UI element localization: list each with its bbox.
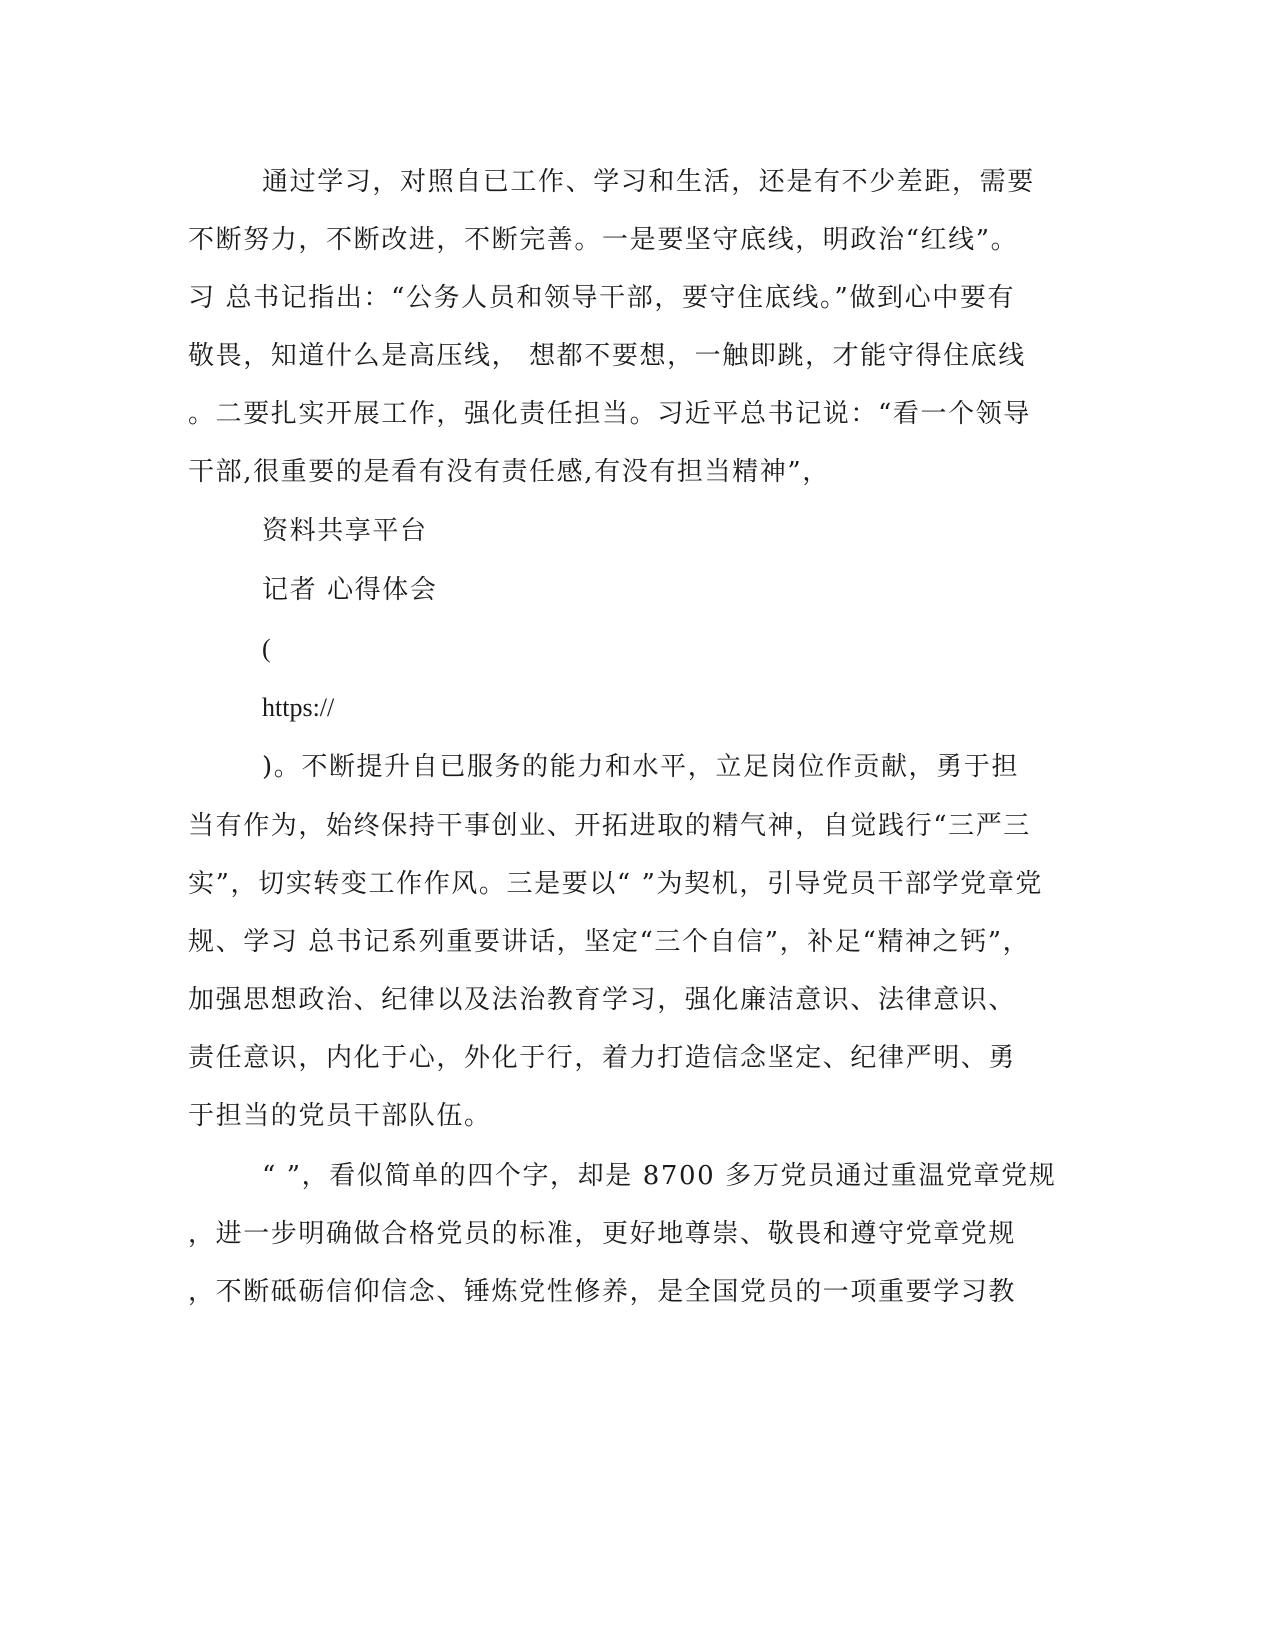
text-line: ( — [262, 634, 271, 663]
text-line: 通过学习，对照自已工作、学习和生活，还是有不少差距，需要 — [262, 167, 1035, 197]
text-line: 资料共享平台 — [262, 516, 428, 546]
text-line: 干部,很重要的是看有没有责任感,有没有担当精神”， — [188, 457, 830, 487]
text-line: 记者 心得体会 — [262, 575, 438, 605]
text-line: 实”，切实转变工作作风。三是要以“ ”为契机，引导党员干部学党章党 — [188, 869, 1043, 899]
text-line: 当有作为，始终保持干事创业、开拓进取的精气神，自觉践行“三严三 — [188, 811, 1031, 841]
text-line: 敬畏，知道什么是高压线， 想都不要想，一触即跳，才能守得住底线 — [188, 341, 1026, 371]
text-line: ，进一步明确做合格党员的标准，更好地尊崇、敬畏和遵守党章党规 — [188, 1219, 1017, 1249]
text-line: ，不断砥砺信仰信念、锤炼党性修养，是全国党员的一项重要学习教 — [188, 1277, 1017, 1307]
text-line: “ ”，看似简单的四个字，却是 8700 多万党员通过重温党章党规 — [262, 1161, 1057, 1191]
text-line: 规、学习 总书记系列重要讲话，坚定“三个自信”，补足“精神之钙”， — [188, 927, 1031, 957]
text-line: 。二要扎实开展工作，强化责任担当。习近平总书记说：“看一个领导 — [188, 399, 1031, 429]
text-line: 习 总书记指出：“公务人员和领导干部，要守住底线。”做到心中要有 — [188, 283, 1016, 313]
text-line: 不断努力，不断改进，不断完善。一是要坚守底线，明政治“红线”。 — [188, 225, 1019, 255]
text-line: )。不断提升自已服务的能力和水平，立足岗位作贡献，勇于担 — [262, 752, 1019, 782]
text-line: 责任意识，内化于心，外化于行，着力打造信念坚定、纪律严明、勇 — [188, 1043, 1017, 1073]
text-line: 加强思想政治、纪律以及法治教育学习，强化廉洁意识、法律意识、 — [188, 985, 1017, 1015]
text-line: https:// — [262, 693, 335, 722]
text-line: 于担当的党员干部队伍。 — [188, 1101, 492, 1131]
